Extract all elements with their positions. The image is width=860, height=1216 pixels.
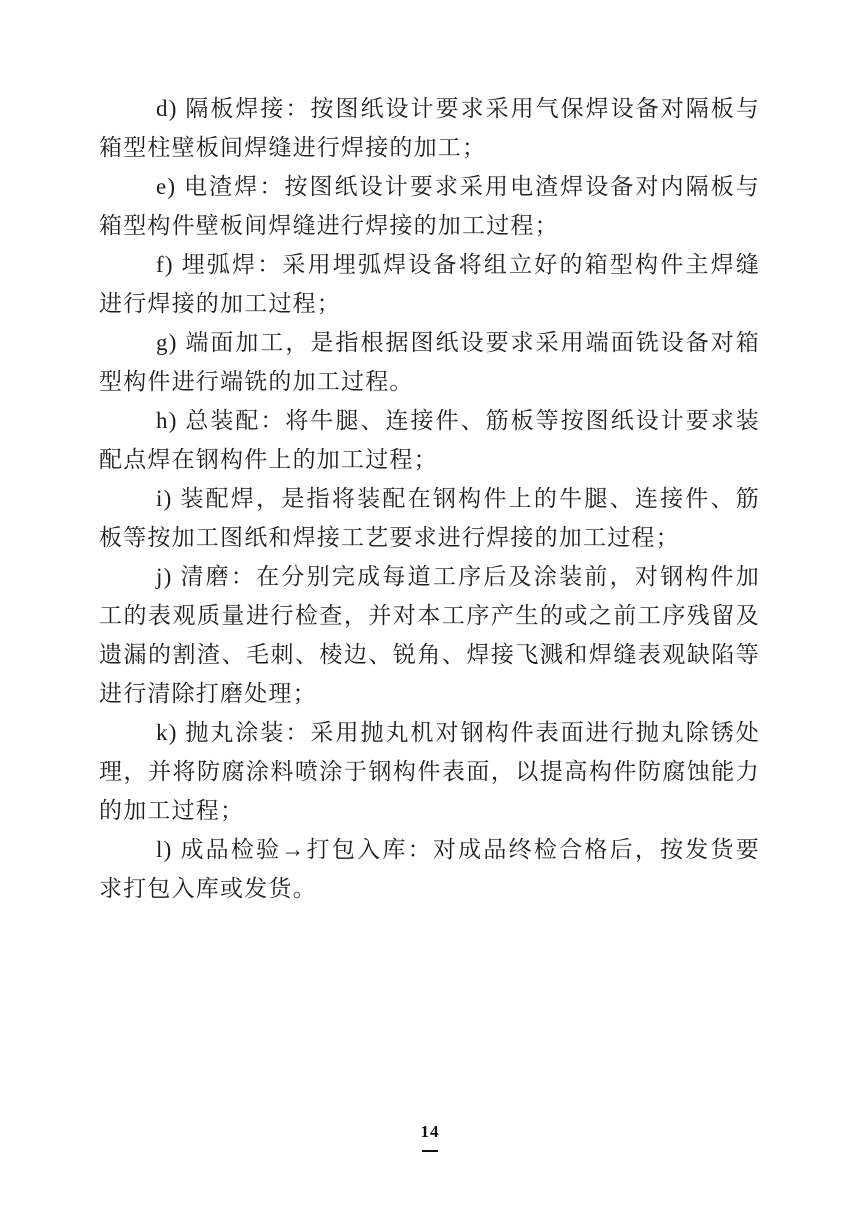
page-number: 14 — [420, 1122, 440, 1141]
paragraph-e: e) 电渣焊：按图纸设计要求采用电渣焊设备对内隔板与箱型构件壁板间焊缝进行焊接的加工过程； — [99, 174, 760, 238]
paragraph-f: f) 埋弧焊：采用埋弧焊设备将组立好的箱型构件主焊缝进行焊接的加工过程； — [99, 252, 760, 316]
paragraph-k: k) 抛丸涂装：采用抛丸机对钢构件表面进行抛丸除锈处理，并将防腐涂料喷涂于钢构件表面，以提高构件防腐蚀能力的加工过程； — [99, 720, 760, 823]
paragraph-g: g) 端面加工，是指根据图纸设要求采用端面铣设备对箱型构件进行端铣的加工过程。 — [99, 330, 760, 394]
paragraph-l: l) 成品检验→打包入库：对成品终检合格后，按发货要求打包入库或发货。 — [99, 837, 760, 901]
paragraph-i: i) 装配焊，是指将装配在钢构件上的牛腿、连接件、筋板等按加工图纸和焊接工艺要求进行焊接的加工过程； — [99, 486, 760, 550]
page-footer — [0, 1122, 860, 1152]
footer-rule-divider — [422, 1150, 438, 1152]
document-body — [99, 89, 760, 908]
paragraph-h: h) 总装配：将牛腿、连接件、筋板等按图纸设计要求装配点焊在钢构件上的加工过程； — [99, 408, 760, 472]
paragraph-j: j) 清磨：在分别完成每道工序后及涂装前，对钢构件加工的表观质量进行检查，并对本工序产生的或之前工序残留及遗漏的割渣、毛刺、棱边、锐角、焊接飞溅和焊缝表观缺陷等进行清除打磨处理； — [99, 564, 760, 706]
paragraph-d: d) 隔板焊接：按图纸设计要求采用气保焊设备对隔板与箱型柱壁板间焊缝进行焊接的加工； — [99, 96, 760, 160]
